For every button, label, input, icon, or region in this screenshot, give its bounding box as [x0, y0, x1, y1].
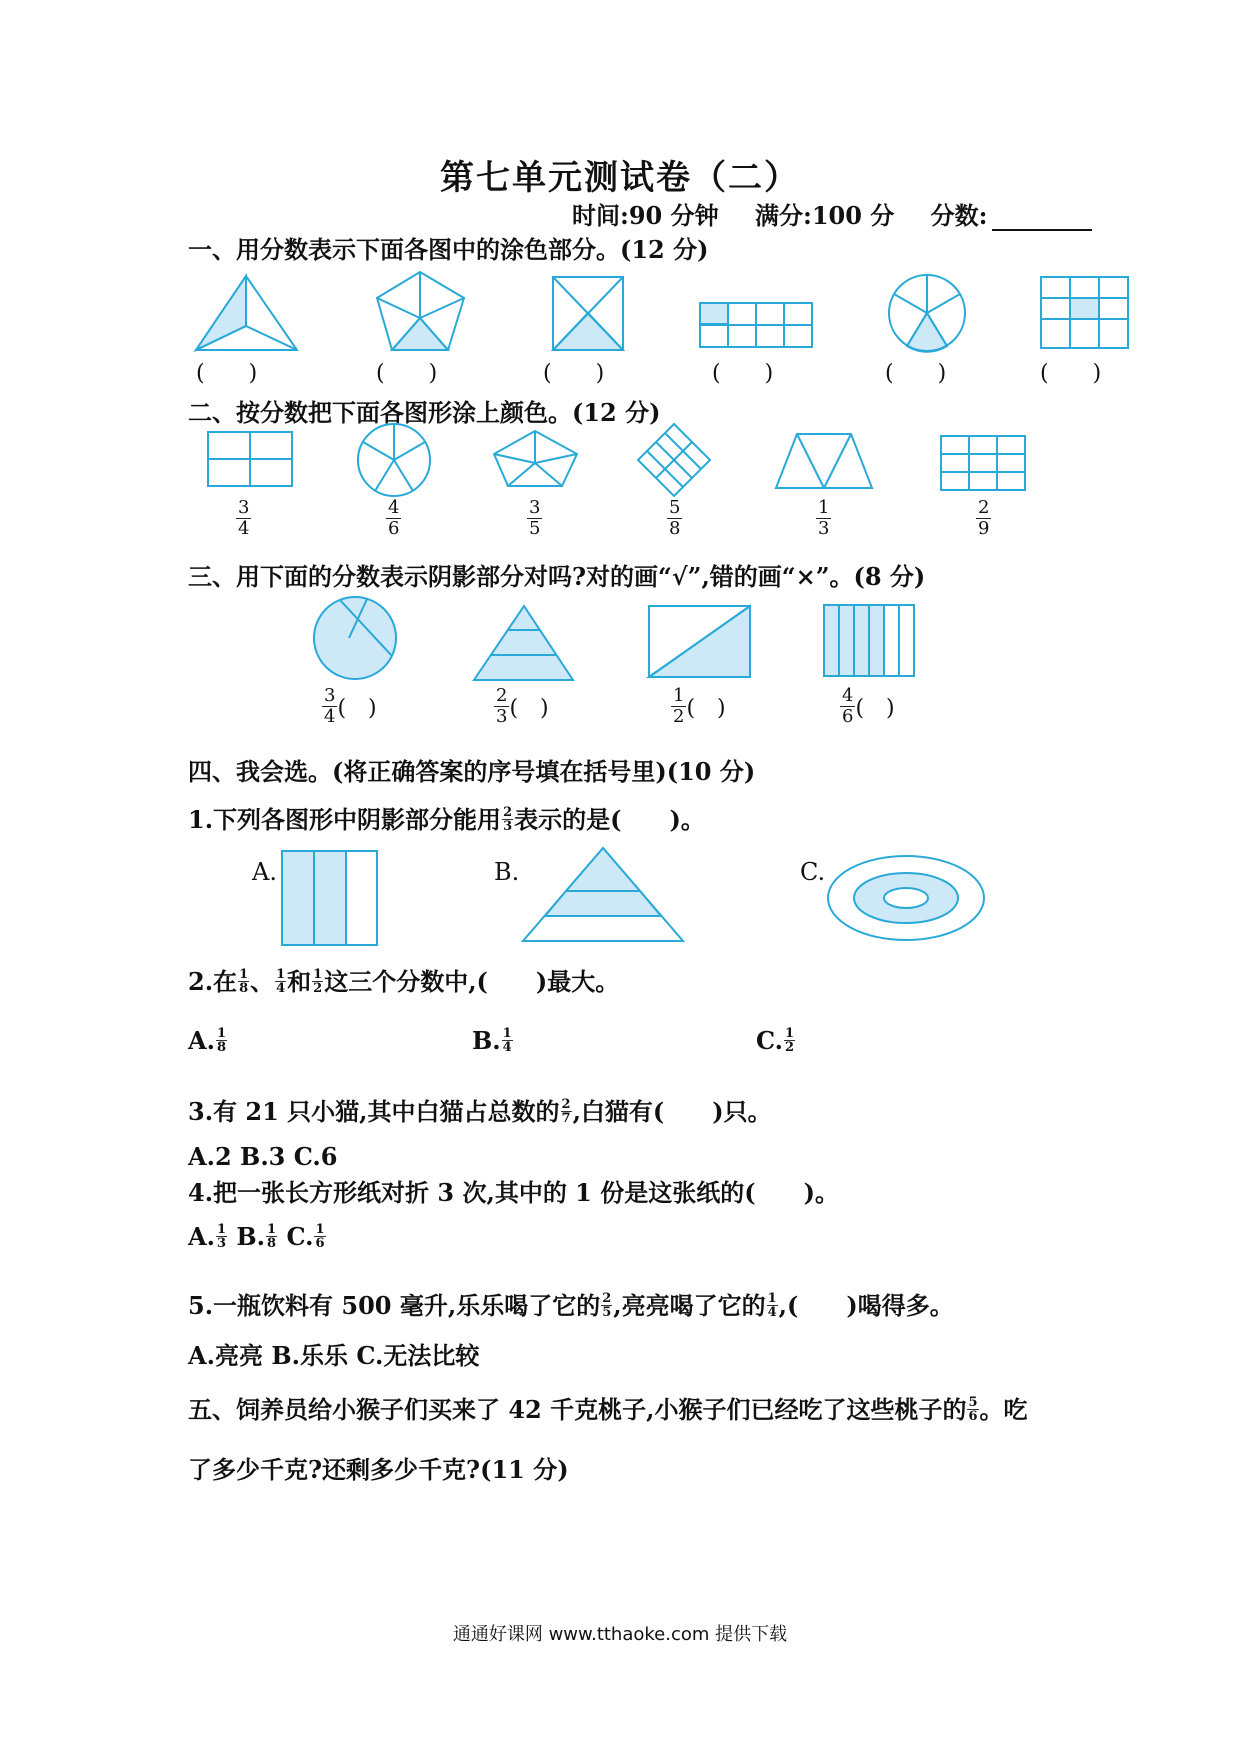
sec3-item-1: $\frac{3}{4}$ ( )	[324, 685, 377, 727]
question-4-2: 2.在 $\frac{1}{8}$ 、 $\frac{1}{4}$ 和 $\frac{1}{2}$ 这三个分数中,( )最大。	[188, 967, 620, 996]
sec2-fraction-4: $\frac{5}{8}$	[669, 497, 681, 539]
question-4-1: 1.下列各图形中阴影部分能用 $\frac{2}{3}$ 表示的是( )。	[188, 805, 705, 834]
figure-b-triangle-bands	[523, 848, 683, 941]
section-5-line-2: 了多少千克?还剩多少千克?(11 分)	[188, 1455, 569, 1484]
full-score-info: 满分:100 分	[754, 201, 895, 230]
figure-a-rect-thirds	[282, 851, 377, 945]
question-4-5: 5.一瓶饮料有 500 毫升,乐乐喝了它的 $\frac{2}{5}$ ,亮亮喝了它的 $\frac{1}{4}$ ,( )喝得多。	[188, 1291, 954, 1320]
answer-paren-1[interactable]: ( )	[196, 361, 258, 386]
section-5-line-1: 五、饲养员给小猴子们买来了 42 千克桃子,小猴子们已经吃了这些桃子的 $\frac{5}{6}$ 。吃	[188, 1395, 1028, 1424]
q2-option-c[interactable]: C. $\frac{1}{2}$	[756, 1026, 795, 1055]
question-4-3: 3.有 21 只小猫,其中白猫占总数的 $\frac{2}{7}$ ,白猫有( )只。	[188, 1097, 772, 1126]
section-4-heading: 四、我会选。(将正确答案的序号填在括号里)(10 分)	[188, 757, 756, 786]
q2-option-b[interactable]: B. $\frac{1}{4}$	[472, 1026, 512, 1055]
answer-paren-3[interactable]: ( )	[543, 361, 605, 386]
score-label: 分数:	[930, 201, 988, 230]
section-1-heading: 一、用分数表示下面各图中的涂色部分。(12 分)	[188, 235, 709, 264]
judge-paren-2[interactable]: ( )	[509, 696, 549, 721]
option-a-label: A.	[252, 858, 277, 886]
sec3-item-4: $\frac{4}{6}$ ( )	[842, 685, 895, 727]
page-title: 第七单元测试卷（二）	[440, 158, 800, 198]
q4-options[interactable]: A. $\frac{1}{3}$ B. $\frac{1}{8}$ C. $\frac{1}{6}$	[188, 1222, 325, 1251]
section-3-heading: 三、用下面的分数表示阴影部分对吗?对的画“√”,错的画“×”。(8 分)	[188, 562, 926, 591]
sec3-item-2: $\frac{2}{3}$ ( )	[496, 685, 549, 727]
sec2-fraction-1: $\frac{3}{4}$	[238, 497, 250, 539]
answer-paren-5[interactable]: ( )	[885, 361, 947, 386]
q3-options[interactable]: A.2 B.3 C.6	[188, 1142, 338, 1171]
judge-paren-3[interactable]: ( )	[686, 696, 726, 721]
sec3-item-3: $\frac{1}{2}$ ( )	[673, 685, 726, 727]
sec2-fraction-3: $\frac{3}{5}$	[529, 497, 541, 539]
judge-paren-1[interactable]: ( )	[337, 696, 377, 721]
q5-options[interactable]: A.亮亮 B.乐乐 C.无法比较	[188, 1341, 480, 1370]
judge-paren-4[interactable]: ( )	[855, 696, 895, 721]
option-b-label: B.	[494, 858, 520, 886]
figure-c-concentric-ovals	[828, 856, 984, 940]
answer-paren-4[interactable]: ( )	[712, 361, 774, 386]
footer-source: 通通好课网 www.tthaoke.com 提供下载	[452, 1624, 788, 1645]
time-info: 时间:90 分钟	[572, 201, 719, 230]
option-c-label: C.	[800, 858, 826, 886]
section-2-heading: 二、按分数把下面各图形涂上颜色。(12 分)	[188, 398, 661, 427]
answer-paren-6[interactable]: ( )	[1040, 361, 1102, 386]
sec2-fraction-6: $\frac{2}{9}$	[978, 497, 990, 539]
sec2-fraction-2: $\frac{4}{6}$	[388, 497, 400, 539]
sec2-fraction-5: $\frac{1}{3}$	[818, 497, 830, 539]
question-4-4: 4.把一张长方形纸对折 3 次,其中的 1 份是这张纸的( )。	[188, 1178, 839, 1207]
answer-paren-2[interactable]: ( )	[376, 361, 438, 386]
q2-option-a[interactable]: A. $\frac{1}{8}$	[188, 1026, 227, 1055]
